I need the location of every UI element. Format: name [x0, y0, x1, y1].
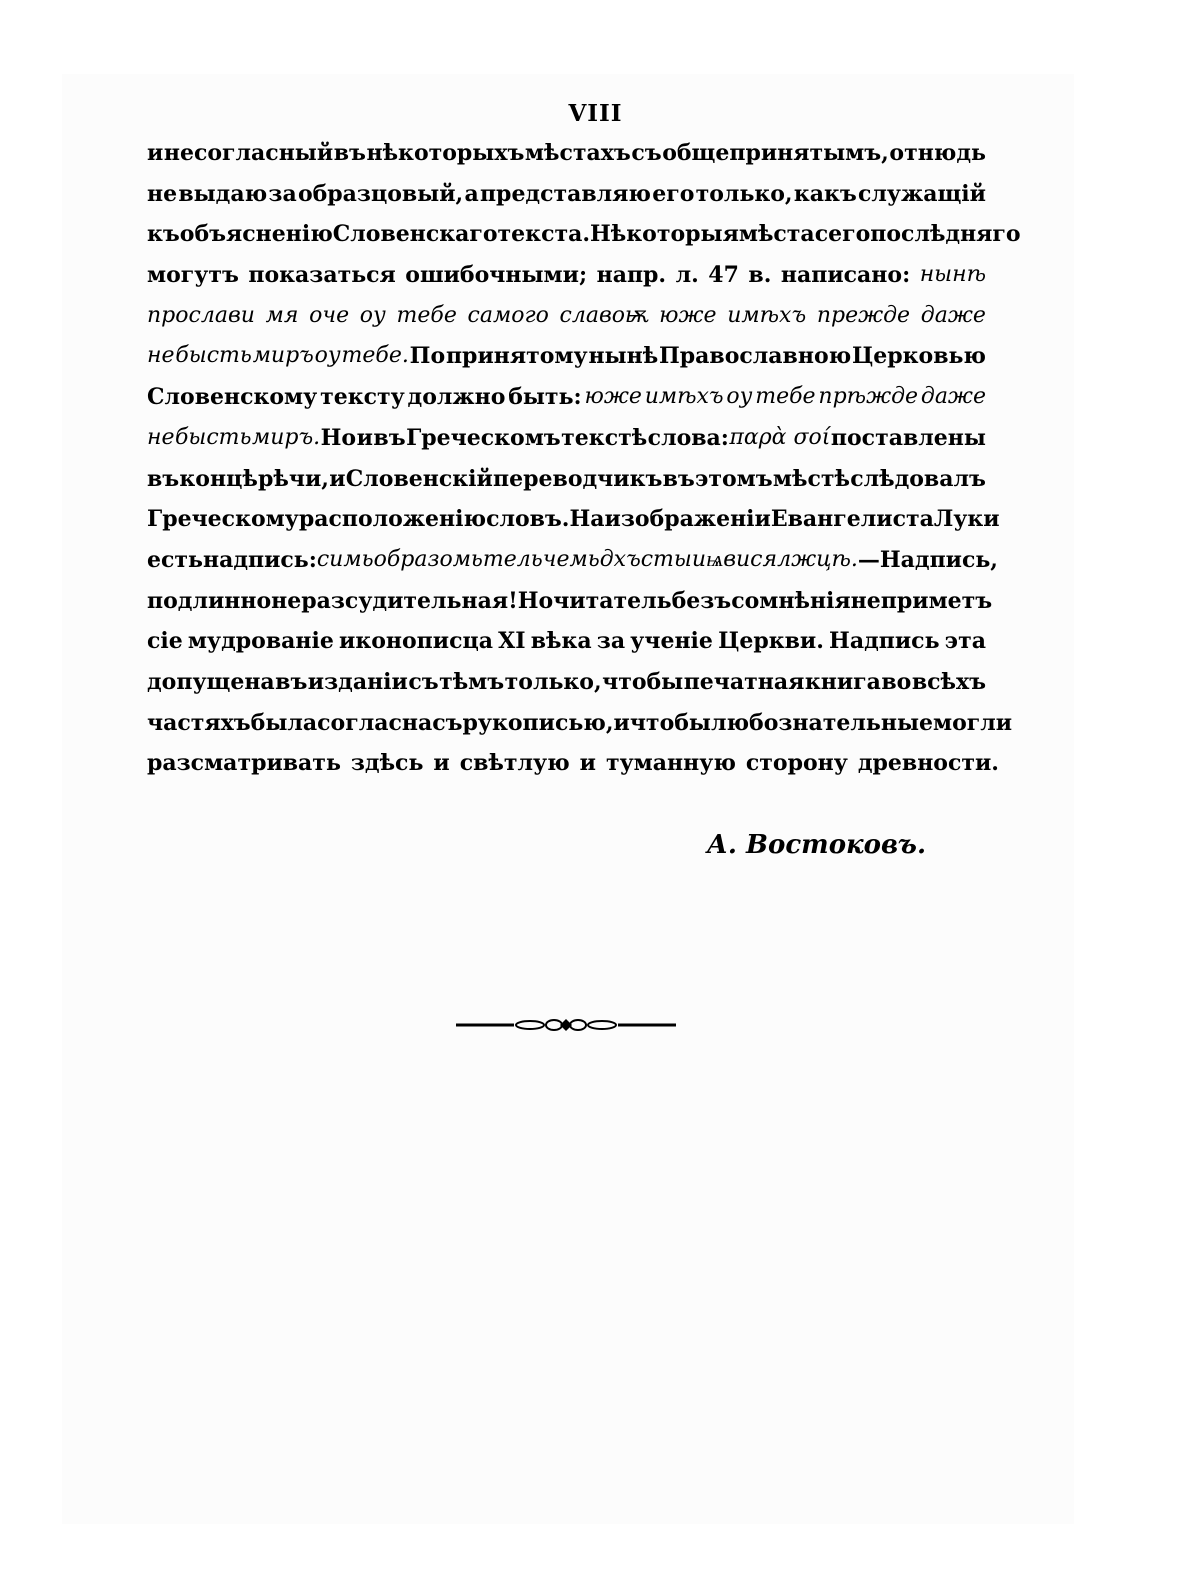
page-number: VIII: [568, 100, 623, 127]
body-text: [147, 133, 1021, 784]
text-line-6: не бысть миръ оу тебе. По принятому нынѣ Православною Церковью: [147, 343, 986, 370]
text-line-11: есть надпись: симь образомь тельчемь дхъ стыи ѩвися лжцѣ. — Надпись,: [147, 546, 998, 573]
text-line-2: не выдаю за образцовый, а представляю его только, какъ служащій: [147, 180, 986, 207]
text-line-12: подлинно неразсудительная! Но читатель безъ сомнѣнія не приметъ: [147, 587, 993, 614]
text-line-7: Словенскому тексту должно быть: юже имѣхъ оу тебе прѣжде даже: [147, 384, 986, 411]
text-line-5: прослави мя оче оу тебе самого славоѭ юже имѣхъ прежде даже: [147, 302, 986, 328]
text-line-4: могутъ показаться ошибочными; напр. л. 47 в. написано: нынѣ: [147, 262, 986, 289]
ornament-divider: [456, 1015, 676, 1035]
text-line-13: сіе мудрованіе иконописца XI вѣка за ученіе Церкви. Надпись эта: [147, 628, 986, 655]
text-line-1: и несогласный въ нѣкоторыхъ мѣстахъ съ общепринятымъ, отнюдь: [147, 140, 986, 166]
text-line-10: Греческому расположенію словъ. На изображеніи Евангелиста Луки: [147, 506, 1000, 533]
text-line-9: въ концѣ рѣчи, и Словенскій переводчикъ въ этомъ мѣстѣ слѣдовалъ: [147, 465, 986, 492]
text-line-14: допущена въ изданіи съ тѣмъ только, чтобы печатная книга во всѣхъ: [147, 668, 986, 695]
text-line-3: къ объясненію Словенскаго текста. Нѣкоторыя мѣста сего послѣдняго: [147, 221, 1021, 248]
text-line-16: разсматривать здѣсь и свѣтлую и туманную сторону древности.: [147, 750, 999, 777]
text-line-8: не бысть миръ. Но и въ Греческомъ текстѣ слова: παρὰ σοί поставлены: [147, 424, 986, 451]
author-signature: А. Востоковъ.: [706, 830, 926, 860]
text-line-15: частяхъ была согласна съ рукописью, и чтобы любознательные могли: [147, 709, 1013, 736]
